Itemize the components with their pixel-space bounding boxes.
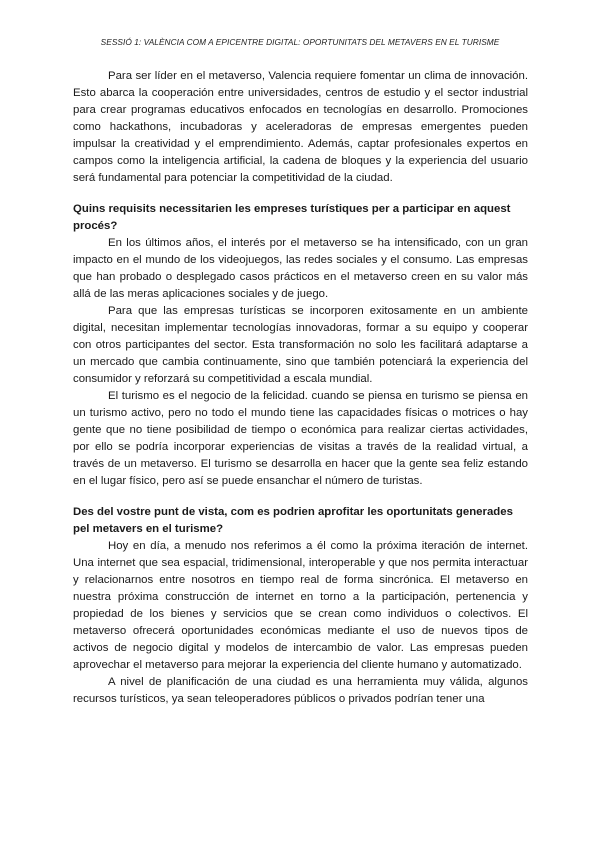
body-paragraph: Hoy en día, a menudo nos referimos a él como la próxima iteración de internet. Una internet que sea espacial, tridimensional, interoperable y que nos permita interactuar y relacionarnos entre nosotros en tiempo real de forma sincrónica. El metaverso en nuestra próxima construcción de internet en torno a la participación, pertenencia y propiedad de los bienes y servicios que se crean como individuos o colectivos. El metaverso ofrecerá oportunidades económicas mediante el uso de nuevos tipos de activos de negocio digital y modelos de intercambio de valor. Las empresas pueden aprovechar el metaverso para mejorar la experiencia del cliente humano y automatizado. [73,540,528,671]
body-paragraph: En los últimos años, el interés por el metaverso se ha intensificado, con un gran impacto en el mundo de los videojuegos, las redes sociales y el consumo. Las empresas que han probado o desplegado casos prácticos en el metaverso creen en su valor más allá de las meras aplicaciones sociales y de juego. [73,237,528,300]
body-paragraph: El turismo es el negocio de la felicidad. cuando se piensa en turismo se piensa en un turismo activo, pero no todo el mundo tiene las capacidades físicas o motrices o hay gente que no tiene posibilidad de tiempo o económica para realizar ciertas actividades, por ello se podría incorporar experiencias de visitas a través de la realidad virtual, a través de un metaverso. El turismo se desarrolla en hacer que la gente sea feliz estando en el lugar físico, pero así se puede ensanchar el número de turistas. [73,390,528,487]
intro-paragraph: Para ser líder en el metaverso, Valencia requiere fomentar un clima de innovación. Esto abarca la cooperación entre universidades, centros de estudio y el sector industrial para crear programas educativos enfocados en tecnologías en desarrollo. Promociones como hackathons, incubadoras y aceleradoras de empresas emergentes pueden impulsar la creatividad y el emprendimiento. Además, captar profesionales expertos en campos como la inteligencia artificial, la cadena de bloques y la experiencia del usuario será fundamental para potenciar la competitividad de la ciudad. [73,70,528,184]
running-header: SESSIÓ 1: VALÈNCIA COM A EPICENTRE DIGITAL: OPORTUNITATS DEL METAVERS EN EL TURISME [100,37,500,47]
body-paragraph: A nivel de planificación de una ciudad es una herramienta muy válida, algunos recursos turísticos, ya sean teleoperadores públicos o privados podrían tener una [73,676,528,705]
section-heading-opportunities: Des del vostre punt de vista, com es podrien aprofitar les oportunitats generades pel metavers en el turisme? [73,506,513,535]
body-paragraph: Para que las empresas turísticas se incorporen exitosamente en un ambiente digital, necesitan implementar tecnologías innovadoras, formar a su equipo y cooperar con otros participantes del sector. Esta transformación no solo les facilitará adaptarse a un mercado que cambia continuamente, sino que también potenciará la experiencia del consumidor y reforzará su competitividad a escala mundial. [73,305,528,385]
section-heading-requirements: Quins requisits necessitarien les empreses turístiques per a participar en aquest procés? [73,203,511,232]
document-body [73,68,528,708]
